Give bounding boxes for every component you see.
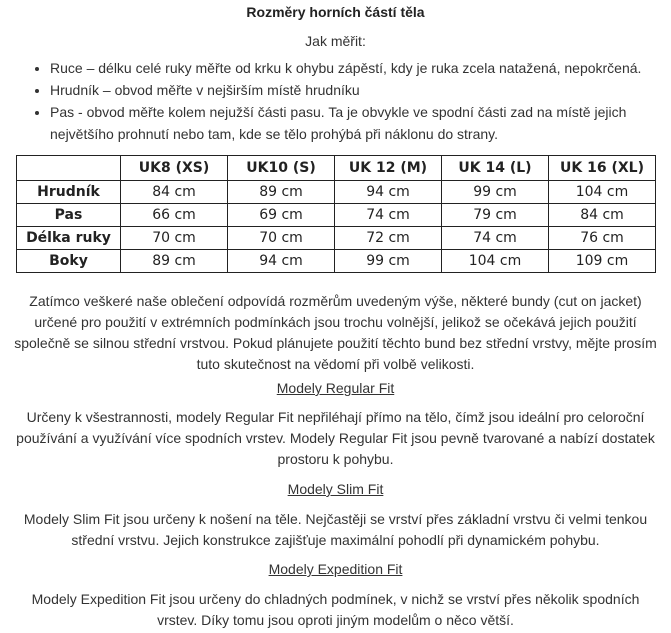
- page-title: Rozměry horních částí těla: [246, 4, 425, 20]
- table-cell: 76 cm: [549, 227, 656, 250]
- table-cell: 99 cm: [442, 181, 549, 204]
- heading-slim-fit: Modely Slim Fit: [287, 481, 384, 497]
- table-header-size: UK10 (S): [228, 156, 335, 181]
- table-row: [17, 181, 656, 204]
- table-header-size: UK 16 (XL): [549, 156, 656, 181]
- table-row: [17, 227, 656, 250]
- how-to-measure-label: Jak měřit:: [305, 33, 366, 49]
- table-cell: 99 cm: [335, 250, 442, 273]
- table-cell: 89 cm: [121, 250, 228, 273]
- table-header-size: UK 14 (L): [442, 156, 549, 181]
- row-label: Boky: [17, 250, 121, 273]
- table-cell: 104 cm: [549, 181, 656, 204]
- heading-expedition-fit: Modely Expedition Fit: [268, 561, 403, 577]
- table-cell: 94 cm: [335, 181, 442, 204]
- row-label: Hrudník: [17, 181, 121, 204]
- table-cell: 70 cm: [121, 227, 228, 250]
- table-header-size: UK 12 (M): [335, 156, 442, 181]
- table-cell: 72 cm: [335, 227, 442, 250]
- table-header-size: UK8 (XS): [121, 156, 228, 181]
- text-slim-fit: Modely Slim Fit jsou určeny k nošení na těle. Nejčastěji se vrství přes základní vrstvu či velmi tenkou střední vrstvu. Jejich konstrukce zajišťuje maximální pohodlí při dynamickém pohybu.: [23, 511, 648, 548]
- table-cell: 84 cm: [121, 181, 228, 204]
- tip-arms: • Ruce – délku celé ruky měřte od krku k ohybu zápěstí, kdy je ruka zcela natažená, nepokrčená.: [50, 57, 671, 79]
- row-label: Pas: [17, 204, 121, 227]
- measurement-tips-list: [30, 57, 671, 145]
- table-cell: 66 cm: [121, 204, 228, 227]
- table-cell: 79 cm: [442, 204, 549, 227]
- table-cell: 70 cm: [228, 227, 335, 250]
- table-header-corner: [17, 156, 121, 181]
- table-cell: 84 cm: [549, 204, 656, 227]
- table-row: [17, 204, 656, 227]
- table-cell: 109 cm: [549, 250, 656, 273]
- table-cell: 89 cm: [228, 181, 335, 204]
- text-expedition-fit: Modely Expedition Fit jsou určeny do chladných podmínek, v nichž se vrství přes několik spodních vrstev. Díky tomu jsou oproti jiným modelům o něco větší.: [31, 591, 640, 628]
- table-header-row: [17, 156, 656, 181]
- table-cell: 74 cm: [442, 227, 549, 250]
- text-regular-fit: Určeny k všestrannosti, modely Regular Fit nepřiléhají přímo na tělo, čímž jsou ideální pro celoroční používání a využívání více spodních vrstev. Modely Regular Fit jsou pevně tvarované a nabízí dostatek prostoru k pohybu.: [16, 409, 655, 467]
- size-table: [16, 155, 656, 273]
- table-cell: 69 cm: [228, 204, 335, 227]
- tip-waist: • Pas - obvod měřte kolem nejužší části pasu. Ta je obvykle ve spodní části zad na místě jejich největšího prohnutí nebo tam, kde se tělo prohýbá při náklonu do strany.: [50, 101, 671, 145]
- table-cell: 94 cm: [228, 250, 335, 273]
- table-row: [17, 250, 656, 273]
- row-label: Délka ruky: [17, 227, 121, 250]
- table-cell: 104 cm: [442, 250, 549, 273]
- fit-intro-paragraph: Zatímco veškeré naše oblečení odpovídá rozměrům uvedeným výše, některé bundy (cut on jacket) určené pro použití v extrémních podmínkách jsou trochu volnější, jelikož se očekává jejich použití společně se silnou střední vrstvou. Pokud plánujete použití těchto bund bez střední vrstvy, mějte prosím tuto skutečnost na vědomí při volbě velikosti.: [14, 293, 657, 372]
- heading-regular-fit: Modely Regular Fit: [276, 380, 395, 396]
- tip-chest: • Hrudník – obvod měřte v nejširším místě hrudníku: [50, 79, 671, 101]
- table-cell: 74 cm: [335, 204, 442, 227]
